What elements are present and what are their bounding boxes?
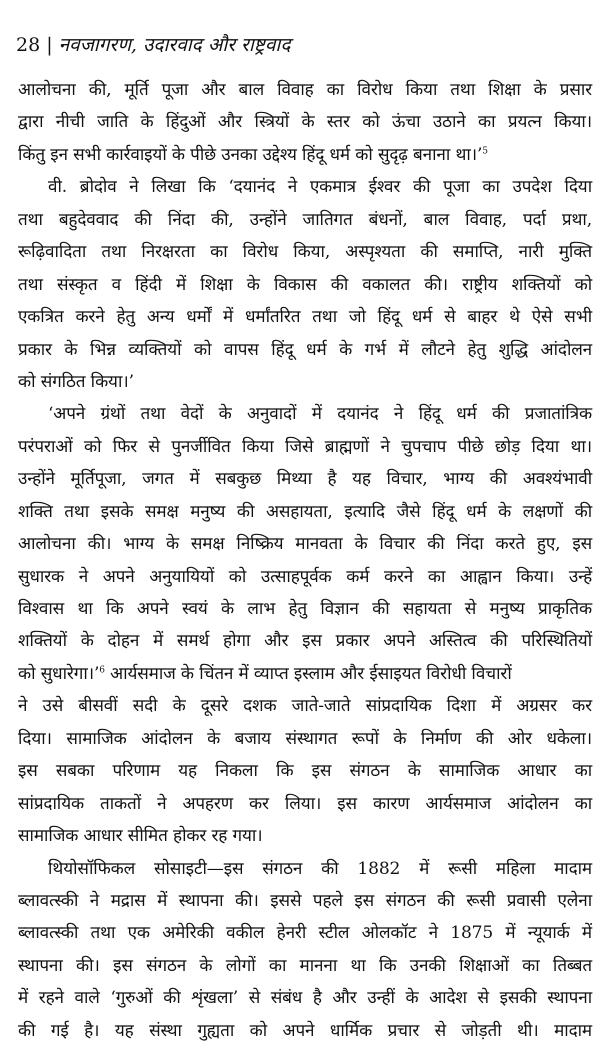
text-line: सामाजिक आधार सीमित होकर रह गया। [18,826,263,847]
text-line: में रहने वाले ‘गुरुओं की शृंखला’ से संबंध है और उन्हीं के आदेश से इसकी स्थापना [18,988,592,1009]
text-line: परंपराओं को फिर से पुनर्जीवित किया जिसे ब्राह्मणों ने चुपचाप पीछे छोड़ दिया था। [18,436,592,457]
text-line: विश्वास था कि अपने स्वयं के लाभ हेतु विज्ञान की सहायता से मनुष्य प्राकृतिक [18,599,592,619]
text-line [18,658,592,690]
text-line: की गई है। यह संस्था गुह्यता को अपने धार्मिक प्रचार से जोड़ती थी। मादाम [18,1020,592,1041]
body-text [18,74,592,1047]
text-line-content: आर्यसमाज के चिंतन में व्याप्त इस्लाम और ईसाइयत विरोधी विचारों [110,663,512,684]
text-line: रूढ़िवादिता तथा निरक्षरता का विरोध किया, अस्पृश्यता की समाप्ति, नारी मुक्ति [18,242,592,263]
text-line: सुधारक ने अपने अनुयायियों को उत्साहपूर्वक कर्म करने का आह्वान किया। उन्हें [18,566,592,587]
text-line: ने उसे बीसवीं सदी के दूसरे दशक जाते-जाते सांप्रदायिक दिशा में अग्रसर कर [18,696,592,717]
text-line: आलोचना की। भाग्य के समक्ष निष्क्रिय मानवता के विचार की निंदा करते हुए, इस [18,534,592,555]
page-number: 28 [16,34,41,56]
header-separator: | [46,34,53,56]
text-line: एकत्रित करने हेतु अन्य धर्मों में धर्मांतरित तथा जो हिंदू धर्म से बाहर थे ऐसे सभी [18,307,592,328]
text-line: स्थापना की। इस संगठन के लोगों का मानना था कि उनकी शिक्षाओं का तिब्बत [18,955,592,976]
text-line: तथा संस्कृत व हिंदी में शिक्षा के विकास की वकालत की। राष्ट्रीय शक्तियों को [18,274,592,295]
running-header [16,33,584,57]
text-line: दिया। सामाजिक आंदोलन के बजाय संस्थागत रूपों के निर्माण की ओर धकेला। [18,728,592,749]
footnote-marker-6: 6 [99,665,105,676]
paragraph-start-line: वी. ब्रोदोव ने लिखा कि ‘दयानंद ने एकमात्र ईश्वर की पूजा का उपदेश दिया [48,177,592,198]
text-line-content: को सुधारेगा।’ [18,663,100,684]
text-line [18,139,592,171]
text-line: शक्ति तथा इसके समक्ष मनुष्य की असहायता, इत्यादि जैसे हिंदू धर्म के लक्षणों की [18,501,592,522]
text-line: उन्होंने मूर्तिपूजा, जगत में सबकुछ मिथ्या है यह विचार, भाग्य की अवश्यंभावी [18,469,592,490]
running-title: नवजागरण, उदारवाद और राष्ट्रवाद [58,34,291,56]
text-line: सांप्रदायिक ताकतों ने अपहरण कर लिया। इस कारण आर्यसमाज आंदोलन का [18,793,592,814]
text-line: ब्लावत्स्की ने मद्रास में स्थापना की। इससे पहले इस संगठन की रूसी प्रवासी एलेना [18,890,592,911]
text-line: आलोचना की, मूर्ति पूजा और बाल विवाह का विरोध किया तथा शिक्षा के प्रसार [18,80,592,100]
text-line: शक्तियों के दोहन में समर्थ होगा और इस प्रकार अपने अस्तित्व की परिस्थितियों [18,631,592,652]
paragraph-start-line: थियोसॉफिकल सोसाइटी—इस संगठन की 1882 में रूसी महिला मादाम [48,858,592,879]
text-line-content: किंतु इन सभी कार्रवाइयों के पीछे उनका उद्देश्य हिंदू धर्म को सुदृढ़ बनाना था।’ [18,144,483,165]
text-line: इस सबका परिणाम यह निकला कि इस संगठन के सामाजिक आधार का [18,761,592,782]
paragraph-start-line: ‘अपने ग्रंथों तथा वेदों के अनुवादों में दयानंद ने हिंदू धर्म की प्रजातांत्रिक [48,404,592,425]
text-line: को संगठित किया।’ [18,371,134,392]
text-line: द्वारा नीची जाति के हिंदुओं और स्त्रियों के स्तर को ऊंचा उठाने का प्रयत्न किया। [18,112,592,133]
text-line: तथा बहुदेववाद की निंदा की, उन्होंने जातिगत बंधनों, बाल विवाह, पर्दा प्रथा, [18,209,592,230]
footnote-marker-5: 5 [482,146,488,157]
text-line: प्रकार के भिन्न व्यक्तियों को वापस हिंदू धर्म के गर्भ में लौटने हेतु शुद्धि आंदोलन [18,339,592,360]
text-line: ब्लावत्स्की तथा एक अमेरिकी वकील हेनरी स्टील ओलकॉट ने 1875 में न्यूयार्क में [18,923,592,944]
